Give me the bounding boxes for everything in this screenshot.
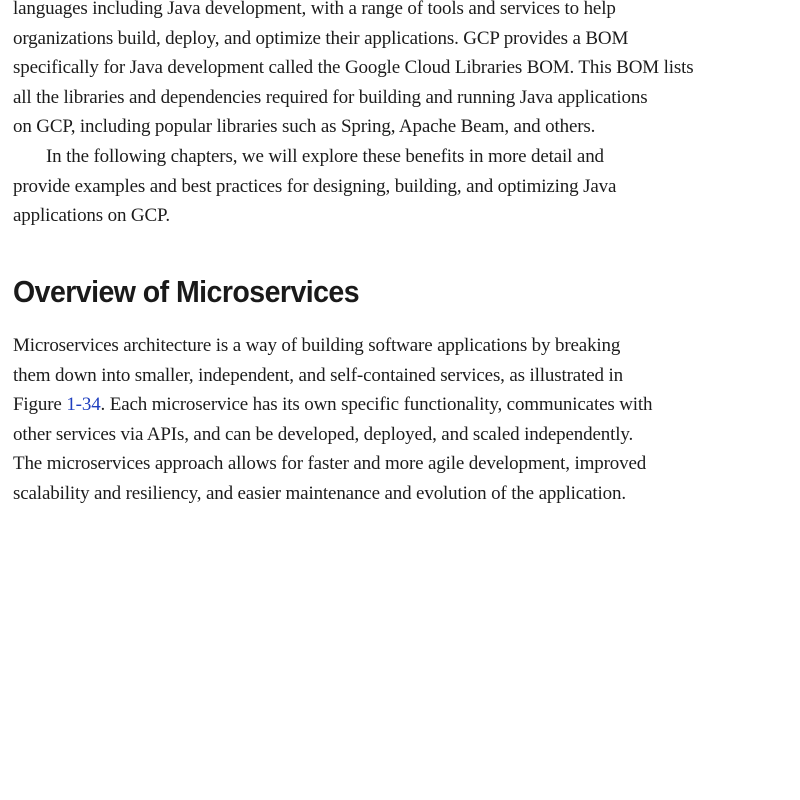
paragraph-text: Figure [13,394,67,416]
section-heading: Overview of Microservices [13,274,360,309]
paragraph-line: all the libraries and dependencies required for building and running Java applications [13,86,648,108]
paragraph-line: Microservices architecture is a way of building software applications by breaking [13,335,621,356]
paragraph-line: scalability and resiliency, and easier maintenance and evolution of the application. [13,482,626,504]
paragraph-line-with-link [13,390,652,420]
paragraph-text: . Each microservice has its own specific functionality, communicates with [100,394,653,416]
paragraph-line: applications on GCP. [13,205,170,227]
microservices-paragraph [13,331,652,509]
intro-paragraph [13,0,694,231]
paragraph-line: on GCP, including popular libraries such as Spring, Apache Beam, and others. [13,116,596,138]
paragraph-line: other services via APIs, and can be developed, deployed, and scaled independently. [13,423,634,445]
paragraph-line: The microservices approach allows for faster and more agile development, improved [13,453,647,475]
paragraph-line: them down into smaller, independent, and self-contained services, as illustrated in [13,364,623,386]
paragraph-line: provide examples and best practices for designing, building, and optimizing Java [13,175,617,197]
paragraph-line: languages including Java development, with a range of tools and services to help [13,0,616,19]
paragraph-line: In the following chapters, we will explore these benefits in more detail and [46,145,604,167]
figure-link[interactable]: 1-34 [66,394,101,416]
paragraph-line: organizations build, deploy, and optimize their applications. GCP provides a BOM [13,27,629,49]
paragraph-line: specifically for Java development called the Google Cloud Libraries BOM. This BOM lists [13,57,694,79]
